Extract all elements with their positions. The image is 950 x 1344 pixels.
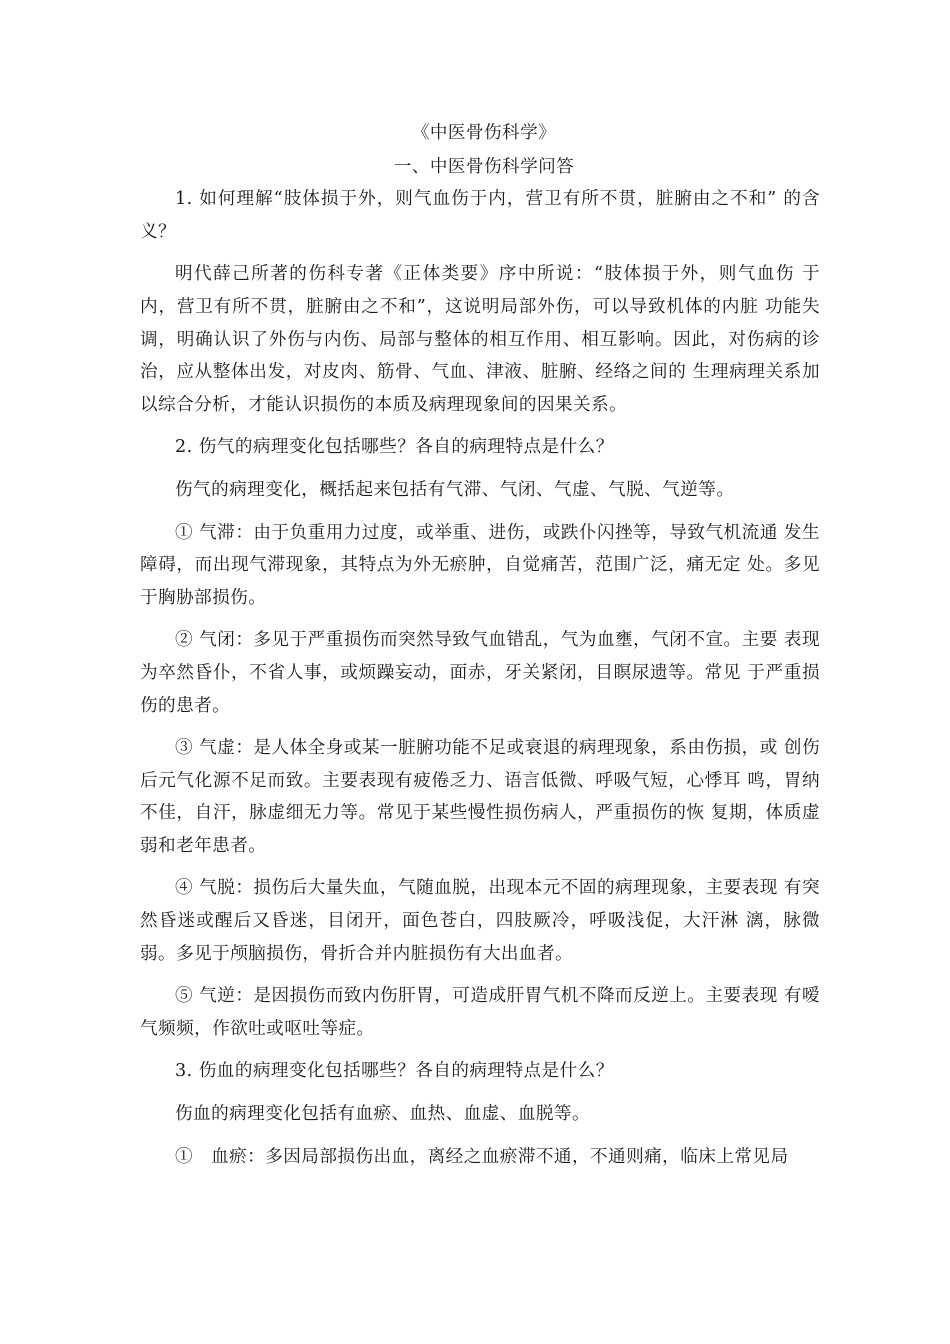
document-body — [140, 117, 820, 1183]
answer-2-item-qi-counterflow: ⑤ 气逆：是因损伤而致内伤肝胃，可造成肝胃气机不降而反逆上。主要表现 有嗳气频频，作欲吐或呕吐等症。 — [140, 986, 820, 1039]
document-title: 《中医骨伤科学》 — [411, 123, 557, 143]
question-1: 1. 如何理解“肢体损于外，则气血伤于内，营卫有所不贯，脏腑由之不和” 的含义？ — [140, 189, 820, 242]
question-2: 2. 伤气的病理变化包括哪些？各自的病理特点是什么？ — [175, 437, 614, 458]
answer-2-item-qi-collapse: ④ 气脱：损伤后大量失血，气随血脱，出现本元不固的病理现象，主要表现 有突然昏迷或醒后又昏迷，目闭开，面色苍白，四肢厥冷，呼吸浅促，大汗淋 漓，脉微弱。多见于颅脑损伤，骨折合并内脏损伤有大出血者。 — [140, 878, 820, 964]
answer-3-item-blood-stasis: ① 血瘀：多因局部损伤出血，离经之血瘀滞不通，不通则痛，临床上常见局 — [175, 1146, 789, 1167]
answer-2-intro: 伤气的病理变化，概括起来包括有气滞、气闭、气虚、气脱、气逆等。 — [175, 479, 735, 500]
question-3: 3. 伤血的病理变化包括哪些？各自的病理特点是什么？ — [175, 1061, 614, 1082]
answer-2-item-qi-deficiency: ③ 气虚：是人体全身或某一脏腑功能不足或衰退的病理现象，系由伤损，或 创伤后元气化源不足而致。主要表现有疲倦乏力、语言低微、呼吸气短，心悸耳 鸣，胃纳不佳，自汗，脉虚细无力等。常见于某些慢性损伤病人，严重损伤的恢 复期，体质虚弱和老年患者。 — [140, 738, 820, 856]
answer-1-paragraph: 明代薛己所著的伤科专著《正体类要》序中所说：“肢体损于外，则气血伤 于内，营卫有所不贯，脏腑由之不和”，这说明局部外伤，可以导致机体的内脏 功能失调，明确认识了外伤与内伤、局部与整体的相互作用、相互影响。因此，对伤病的诊治，应从整体出发，对皮肉、筋骨、气血、津液、脏腑、经络之间的 生理病理关系加以综合分析，才能认识损伤的本质及病理现象间的因果关系。 — [140, 264, 820, 415]
answer-2-item-qi-stagnation: ① 气滞：由于负重用力过度，或举重、进伤，或跌仆闪挫等，导致气机流通 发生障碍，而出现气滞现象，其特点为外无瘀肿，自觉痛苦，范围广泛，痛无定 处。多见于胸胁部损伤。 — [140, 522, 820, 608]
answer-2-item-qi-block: ② 气闭：多见于严重损伤而突然导致气血错乱，气为血壅，气闭不宣。主要 表现为卒然昏仆，不省人事，或烦躁妄动，面赤，牙关紧闭，目瞑尿遗等。常见 于严重损伤的患者。 — [140, 630, 820, 716]
answer-3-intro: 伤血的病理变化包括有血瘀、血热、血虚、血脱等。 — [175, 1104, 591, 1125]
section-title: 一、中医骨伤科学问答 — [393, 156, 575, 177]
